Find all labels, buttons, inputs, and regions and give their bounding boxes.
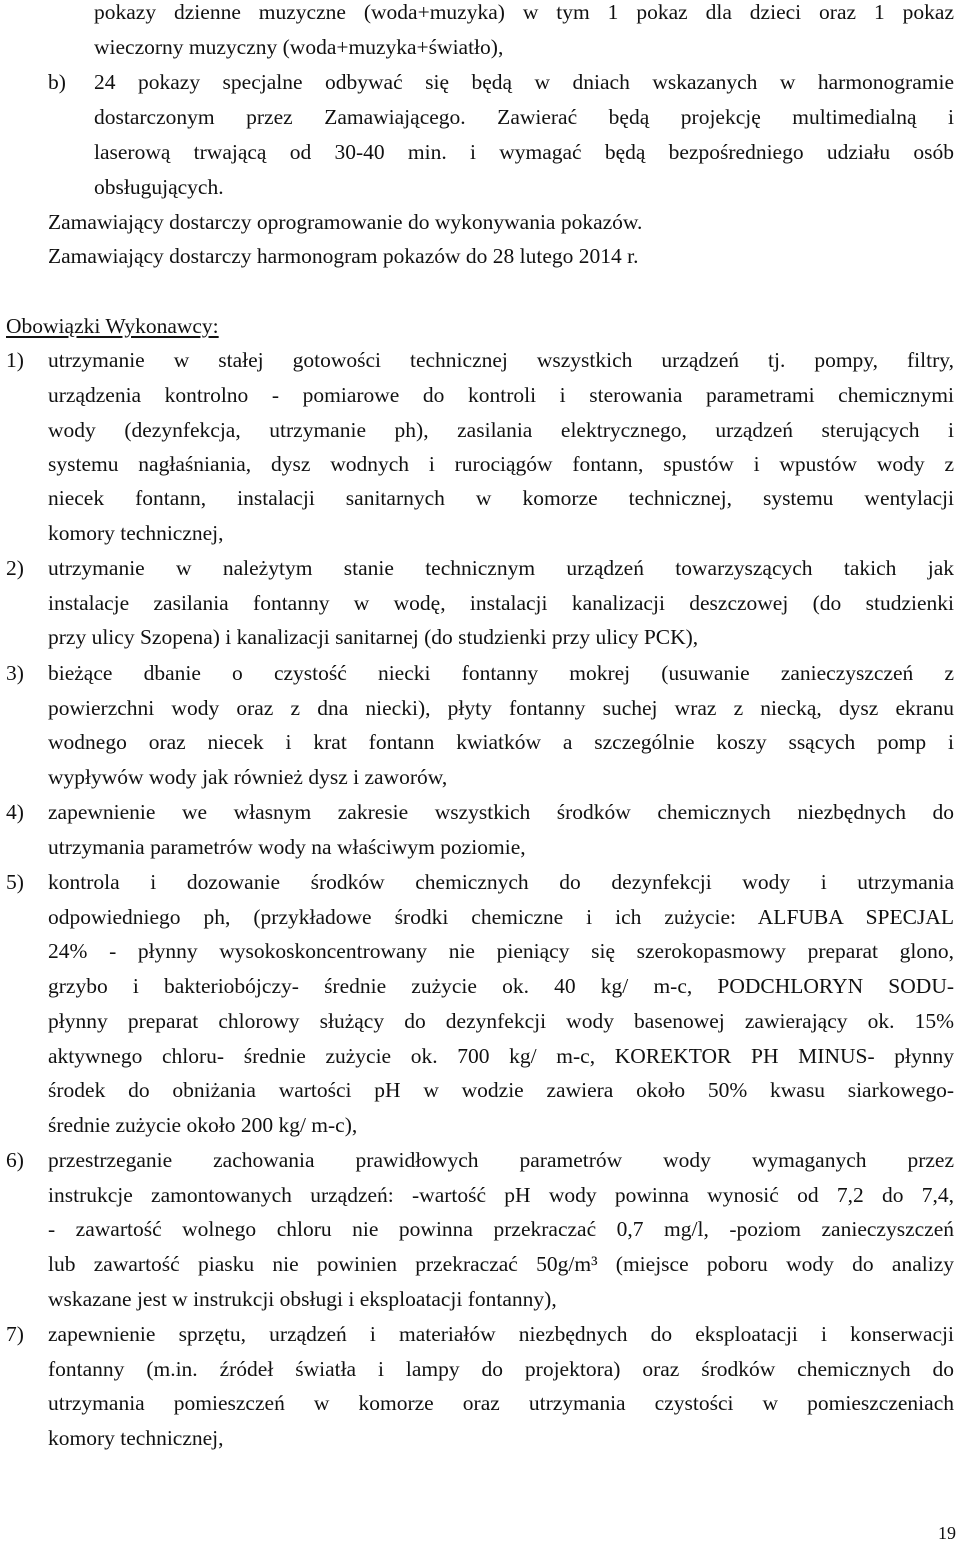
list-marker: 1) [6,348,24,372]
list-item-line: wody (dezynfekcja, utrzymanie ph), zasilania elektrycznego, urządzeń sterujących i [48,418,954,442]
list-marker: 7) [6,1322,24,1346]
paragraph: Zamawiający dostarczy harmonogram pokazów do 28 lutego 2014 r. [48,244,639,268]
list-item-line: zapewnienie sprzętu, urządzeń i materiałów niezbędnych do eksploatacji i konserwacji [48,1322,954,1346]
list-item-line: instrukcje zamontowanych urządzeń: -wartość pH wody powinna wynosić od 7,2 do 7,4, [48,1183,954,1207]
list-item-line: powierzchni wody oraz z dna niecki), płyty fontanny suchej wraz z niecką, dysz ekranu [48,696,954,720]
list-item-line: niecek fontann, instalacji sanitarnych w komorze technicznej, systemu wentylacji [48,486,954,510]
list-item-line: aktywnego chloru- średnie zużycie ok. 700 kg/ m-c, KOREKTOR PH MINUS- płynny [48,1044,954,1068]
list-item-line: przestrzeganie zachowania prawidłowych parametrów wody wymaganych przez [48,1148,954,1172]
list-marker: 4) [6,800,24,824]
list-item-line: urządzenia kontrolno - pomiarowe do kontroli i sterowania parametrami chemicznymi [48,383,954,407]
list-item-line: bieżące dbanie o czystość niecki fontanny mokrej (usuwanie zanieczyszczeń z [48,661,954,685]
list-item-line: utrzymanie w należytym stanie technicznym urządzeń towarzyszących takich jak [48,556,954,580]
list-item-line: lub zawartość piasku nie powinien przekraczać 50g/m³ (miejsce poboru wody do analizy [48,1252,954,1276]
list-marker: 6) [6,1148,24,1172]
list-item-line: wodnego oraz niecek i krat fontann kwiatków a szczególnie koszy ssących pomp i [48,730,954,754]
intro-line: wieczorny muzyczny (woda+muzyka+światło), [94,35,504,59]
list-item-line: instalacje zasilania fontanny w wodę, instalacji kanalizacji deszczowej (do studzienki [48,591,954,615]
list-marker: 5) [6,870,24,894]
list-marker: b) [48,70,66,94]
section-heading: Obowiązki Wykonawcy: [6,314,219,338]
list-item-line: wskazane jest w instrukcji obsługi i eksploatacji fontanny), [48,1287,557,1311]
list-item-line: 24% - płynny wysokoskoncentrowany nie pieniący się szerokopasmowy preparat glono, [48,939,954,963]
list-item-line: 24 pokazy specjalne odbywać się będą w dniach wskazanych w harmonogramie [94,70,954,94]
list-item-line: utrzymanie w stałej gotowości technicznej wszystkich urządzeń tj. pompy, filtry, [48,348,954,372]
list-item-line: dostarczonym przez Zamawiającego. Zawierać będą projekcję multimedialną i [94,105,954,129]
list-item-line: obsługujących. [94,175,224,199]
list-item-line: przy ulicy Szopena) i kanalizacji sanitarnej (do studzienki przy ulicy PCK), [48,625,699,649]
list-item-line: wypływów wody jak również dysz i zaworów, [48,765,448,789]
list-item-line: komory technicznej, [48,1426,224,1450]
paragraph: Zamawiający dostarczy oprogramowanie do wykonywania pokazów. [48,210,643,234]
list-item-line: płynny preparat chlorowy służący do dezynfekcji wody basenowej zawierający ok. 15% [48,1009,954,1033]
list-item-line: utrzymania parametrów wody na właściwym poziomie, [48,835,526,859]
page-number: 19 [938,1523,956,1543]
list-marker: 3) [6,661,24,685]
list-item-line: grzybo i bakteriobójczy- średnie zużycie ok. 40 kg/ m-c, PODCHLORYN SODU- [48,974,954,998]
list-item-line: średnie zużycie około 200 kg/ m-c), [48,1113,358,1137]
list-item-line: kontrola i dozowanie środków chemicznych do dezynfekcji wody i utrzymania [48,870,954,894]
list-item-line: fontanny (m.in. źródeł światła i lampy do projektora) oraz środków chemicznych do [48,1357,954,1381]
list-item-line: systemu nagłaśniania, dysz wodnych i rurociągów fontann, spustów i wpustów wody z [48,452,954,476]
list-item-line: zapewnienie we własnym zakresie wszystkich środków chemicznych niezbędnych do [48,800,954,824]
list-item-line: środek do obniżania wartości pH w wodzie zawiera około 50% kwasu siarkowego- [48,1078,954,1102]
list-marker: 2) [6,556,24,580]
list-item-line: laserową trwającą od 30-40 min. i wymagać będą bezpośredniego udziału osób [94,140,954,164]
list-item-line: - zawartość wolnego chloru nie powinna przekraczać 0,7 mg/l, -poziom zanieczyszczeń [48,1217,954,1241]
intro-line: pokazy dzienne muzyczne (woda+muzyka) w tym 1 pokaz dla dzieci oraz 1 pokaz [94,0,954,24]
list-item-line: odpowiedniego ph, (przykładowe środki chemiczne i ich zużycie: ALFUBA SPECJAL [48,905,954,929]
list-item-line: komory technicznej, [48,521,224,545]
list-item-line: utrzymania pomieszczeń w komorze oraz utrzymania czystości w pomieszczeniach [48,1391,954,1415]
